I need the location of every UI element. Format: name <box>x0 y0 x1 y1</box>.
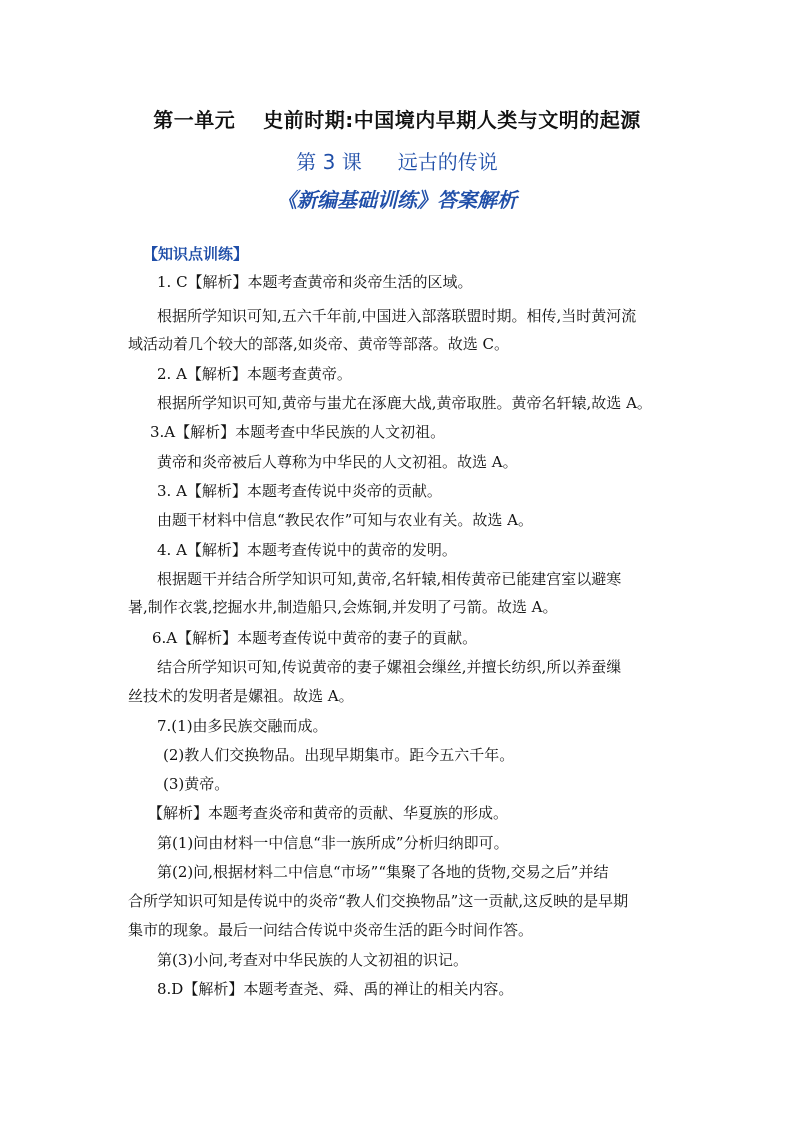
lesson-title <box>0 146 794 175</box>
answer-line: 根据题干并结合所学知识可知,黄帝,名轩辕,相传黄帝已能建宫室以避寒 <box>157 570 622 588</box>
answer-line: 集市的现象。最后一问结合传说中炎帝生活的距今时间作答。 <box>128 921 534 939</box>
answer-line: (2)教人们交换物品。出现早期集市。距今五六千年。 <box>163 746 515 764</box>
answer-line: 第(1)问由材料一中信息“非一族所成”分析归纳即可。 <box>157 834 509 852</box>
answer-line: 【解析】本题考查炎帝和黄帝的贡献、华夏族的形成。 <box>148 804 509 822</box>
answer-line: 根据所学知识可知,黄帝与蚩尤在涿鹿大战,黄帝取胜。黄帝名轩辕,故选 A。 <box>157 394 652 412</box>
answer-line: 由题干材料中信息“教民农作”可知与农业有关。故选 A。 <box>157 511 533 529</box>
answer-line: 6.A【解析】本题考查传说中黄帝的妻子的貢献。 <box>152 629 478 647</box>
answer-line: (3)黄帝。 <box>163 775 230 793</box>
answer-line: 丝技术的发明者是嫘祖。故选 A。 <box>128 687 354 705</box>
unit-title <box>0 104 794 133</box>
answer-line: 8.D【解析】本题考查尧、舜、禹的禅让的相关内容。 <box>157 980 514 998</box>
book-title: 《新编基础训练》答案解析 <box>277 188 517 212</box>
lesson-label: 第 3 课 <box>296 150 362 174</box>
answer-line: 1. C【解析】本题考查黄帝和炎帝生活的区域。 <box>157 273 473 291</box>
unit-name: 史前时期:中国境内早期人类与文明的起源 <box>263 108 641 132</box>
answer-line: 第(3)小问,考查对中华民族的人文初祖的识记。 <box>157 951 469 969</box>
answer-line: 3.A【解析】本题考查中华民族的人文初祖。 <box>150 423 446 441</box>
lesson-name: 远古的传说 <box>397 150 498 174</box>
answer-line: 3. A【解析】本题考查传说中炎帝的贡献。 <box>157 482 442 500</box>
answer-line: 4. A【解析】本题考查传说中的黄帝的发明。 <box>157 541 457 559</box>
answer-line: 域活动着几个较大的部落,如炎帝、黄帝等部落。故选 C。 <box>128 335 510 353</box>
section-heading: 【知识点训练】 <box>143 245 249 263</box>
answer-line: 根据所学知识可知,五六千年前,中国进入部落联盟时期。相传,当时黄河流 <box>157 307 637 325</box>
answer-line: 暑,制作衣裳,挖掘水井,制造船只,会炼铜,并发明了弓箭。故选 A。 <box>128 598 558 616</box>
answer-line: 合所学知识可知是传说中的炎帝“教人们交换物品”这一贡献,这反映的是早期 <box>128 892 629 910</box>
answer-line: 第(2)问,根据材料二中信息“市场”“集聚了各地的货物,交易之后”并结 <box>157 863 609 881</box>
answer-line: 结合所学知识可知,传说黄帝的妻子嫘祖会缫丝,并擅长纺织,所以养蚕缫 <box>157 658 622 676</box>
answer-line: 7.(1)由多民族交融而成。 <box>157 717 328 735</box>
answer-line: 2. A【解析】本题考查黄帝。 <box>157 365 352 383</box>
unit-label: 第一单元 <box>153 108 236 132</box>
answer-line: 黄帝和炎帝被后人尊称为中华民的人文初祖。故选 A。 <box>157 453 518 471</box>
